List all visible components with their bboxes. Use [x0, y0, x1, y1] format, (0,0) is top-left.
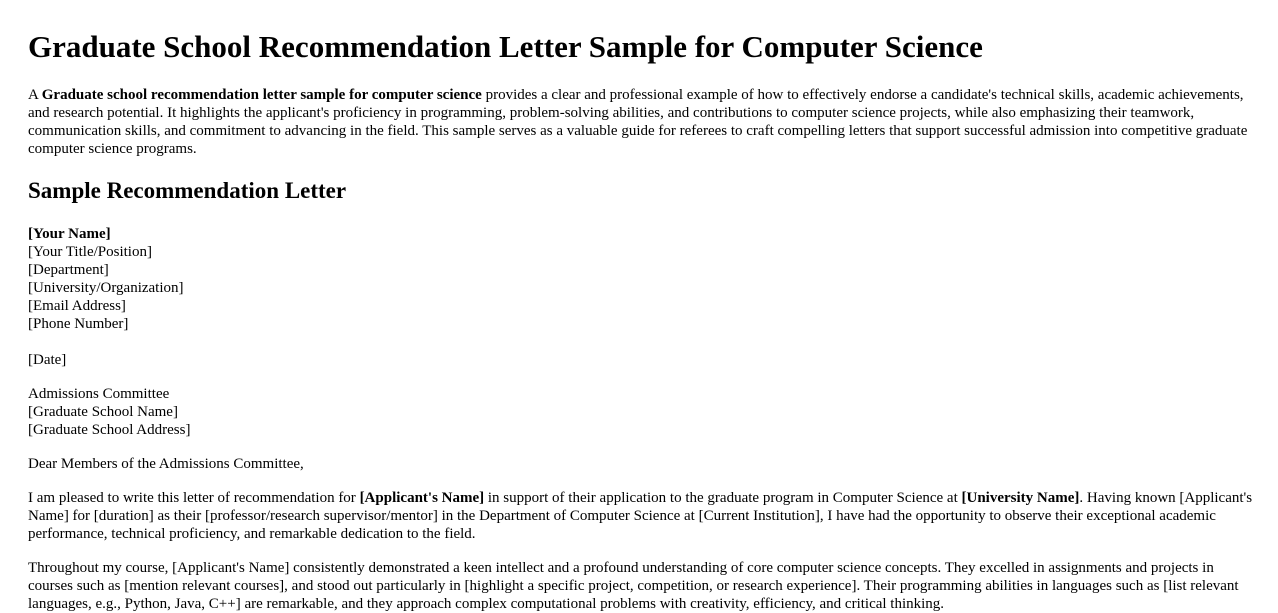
salutation: Dear Members of the Admissions Committee,: [28, 456, 304, 472]
sender-name: [Your Name]: [28, 226, 111, 242]
salutation-block: [28, 455, 1253, 473]
recipient-block: [28, 385, 1253, 439]
date-block: [28, 351, 1253, 369]
p1-university-name: [University Name]: [961, 490, 1080, 506]
recipient-line-1: Admissions Committee: [28, 386, 170, 402]
sender-phone: [Phone Number]: [28, 316, 129, 332]
sender-department: [Department]: [28, 262, 109, 278]
section-heading: Sample Recommendation Letter: [28, 178, 347, 203]
sender-title: [Your Title/Position]: [28, 244, 152, 260]
page-title: Graduate School Recommendation Letter Sample for Computer Science: [28, 29, 983, 64]
letter-paragraph-1: [28, 489, 1253, 543]
intro-prefix: A: [28, 87, 42, 103]
intro-paragraph: [28, 86, 1253, 158]
intro-text: provides a clear and professional example of how to effectively endorse a candidate's technical skills, academic achievements, and research potential. It highlights the applicant's proficiency in programming, problem-solving abilities, and contributions to computer science projects, while also emphasizing their teamwork, communication skills, and commitment to advancing in the field. This sample serves as a valuable guide for referees to craft compelling letters that support successful admission into competitive graduate computer science programs.: [28, 87, 1248, 157]
p1-applicant-name: [Applicant's Name]: [359, 490, 485, 506]
p1-text-3: . Having known [Applicant's Name] for [duration] as their [professor/research supervisor/mentor] in the Department of Computer Science at [Current Institution], I have had the opportunity to observe their exceptional academic performance, technical proficiency, and remarkable dedication to the field.: [28, 490, 1253, 542]
p1-text-1: I am pleased to write this letter of recommendation for: [28, 490, 360, 506]
letter-paragraph-2: Throughout my course, [Applicant's Name] consistently demonstrated a keen intellect and a profound understanding of core computer science concepts. They excelled in assignments and projects in courses such as [mention relevant courses], and stood out particularly in [highlight a specific project, competition, or research experience]. Their programming abilities in languages such as [list relevant languages, e.g., Python, Java, C++] are remarkable, and they approach complex computational problems with creativity, efficiency, and critical thinking.: [28, 560, 1239, 612]
recipient-line-2: [Graduate School Name]: [28, 404, 178, 420]
sender-block: [28, 225, 1253, 333]
letter-date: [Date]: [28, 352, 67, 368]
sender-email: [Email Address]: [28, 298, 126, 314]
intro-bold: Graduate school recommendation letter sample for computer science: [41, 87, 482, 103]
sender-organization: [University/Organization]: [28, 280, 184, 296]
recipient-line-3: [Graduate School Address]: [28, 422, 191, 438]
p1-text-2: in support of their application to the graduate program in Computer Science at: [484, 490, 962, 506]
